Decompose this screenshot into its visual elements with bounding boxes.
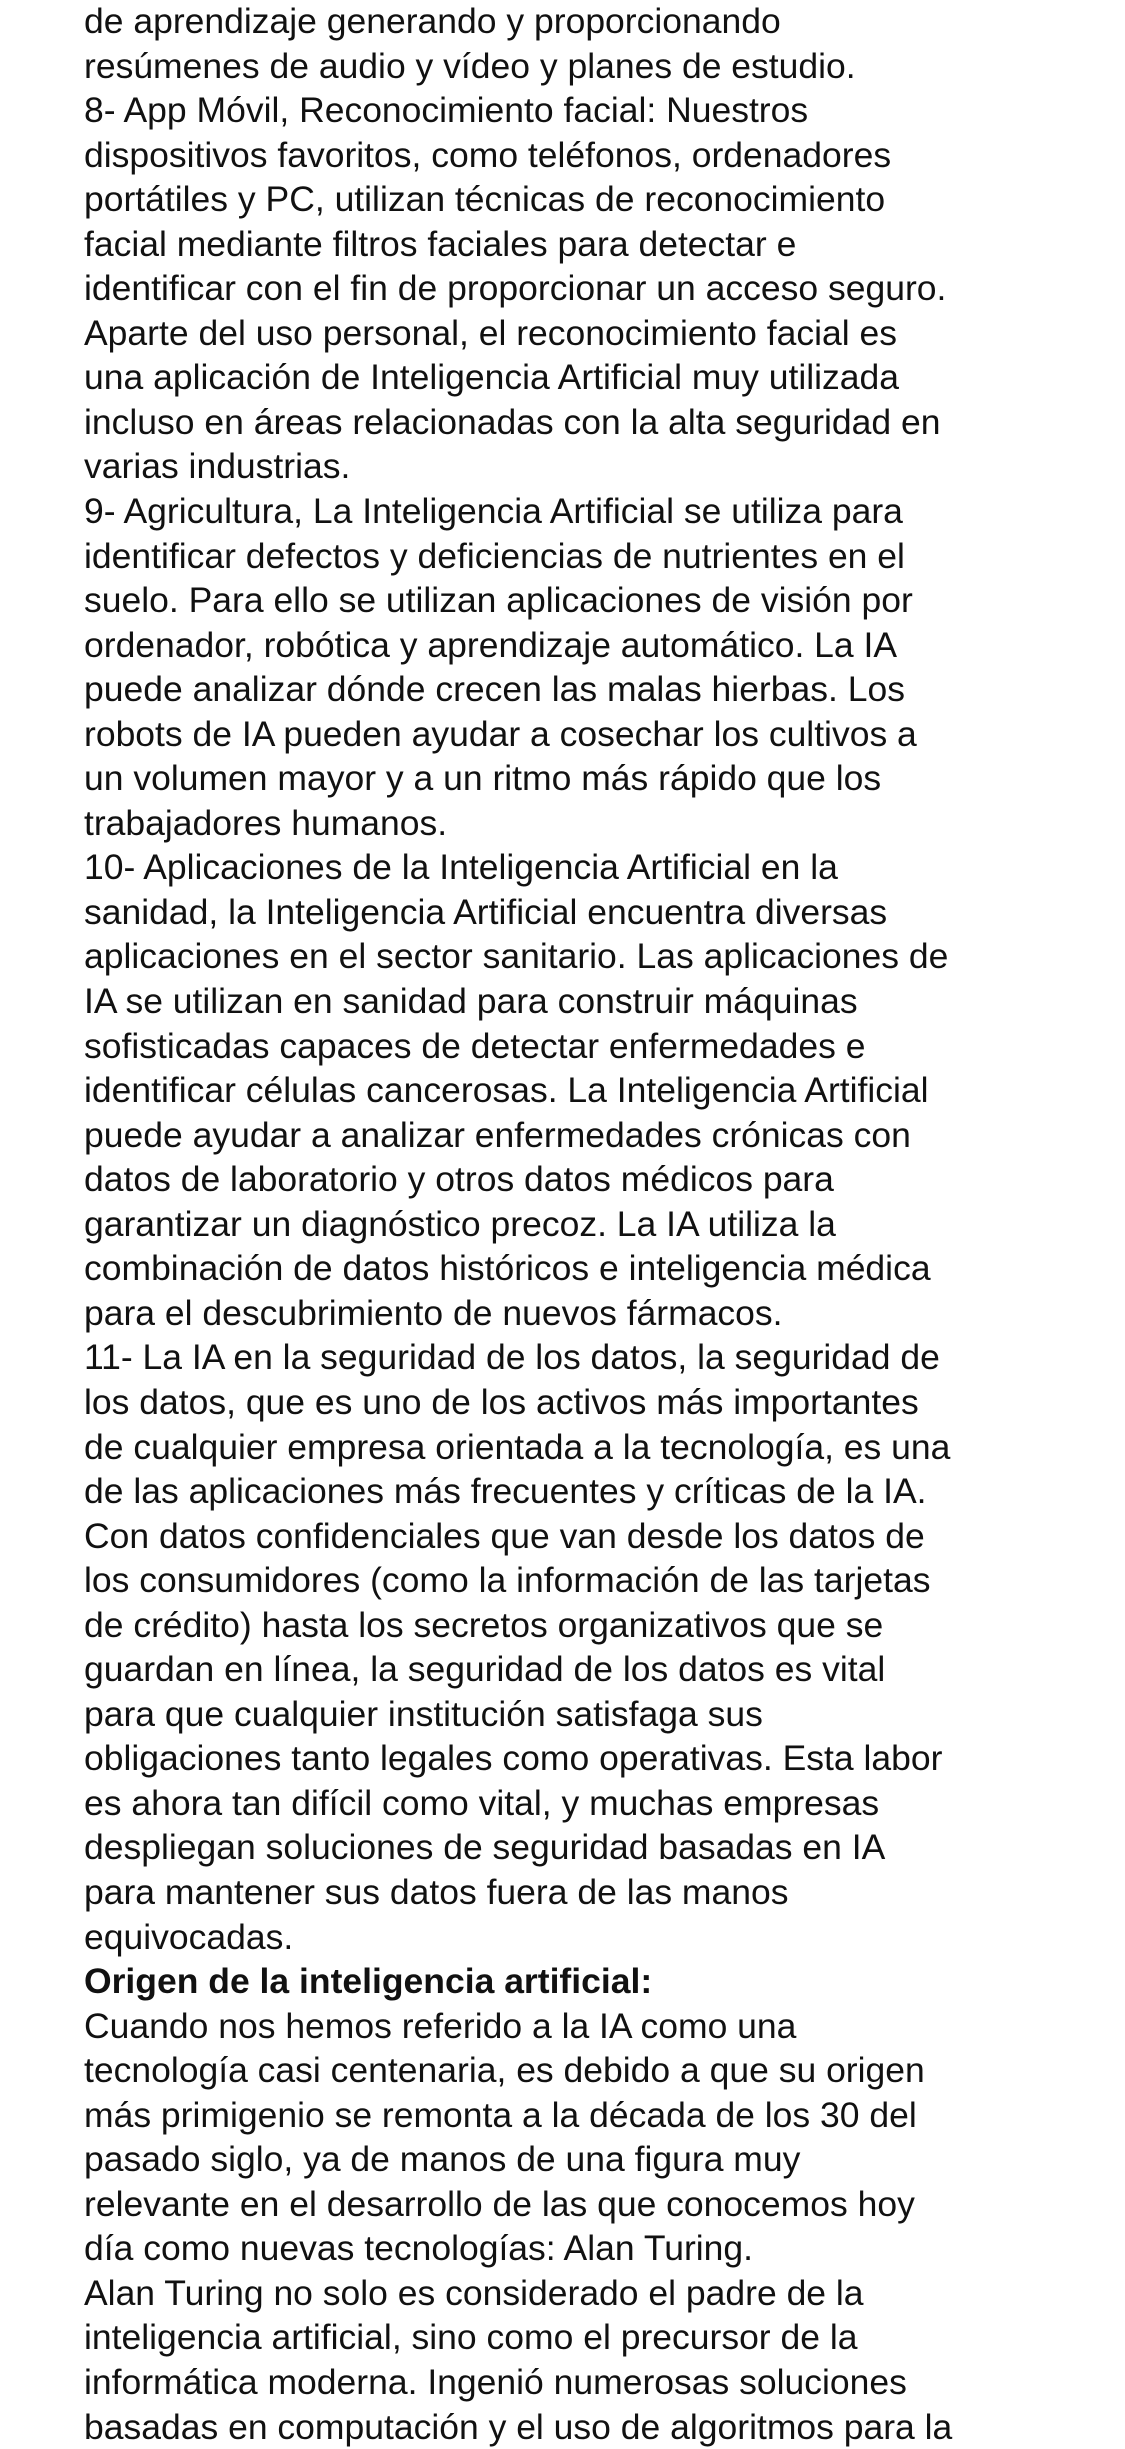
text-line: IA se utilizan en sanidad para construir máquinas	[84, 981, 858, 1022]
text-line: pasado siglo, ya de manos de una figura muy	[84, 2139, 801, 2180]
text-line: despliegan soluciones de seguridad basadas en IA	[84, 1827, 886, 1868]
text-line: los datos, que es uno de los activos más importantes	[84, 1381, 919, 1422]
text-line: aplicaciones en el sector sanitario. Las aplicaciones de	[84, 936, 949, 977]
text-line: para que cualquier institución satisfaga sus	[84, 1693, 763, 1734]
text-line: una aplicación de Inteligencia Artificial muy utilizada	[84, 357, 899, 398]
text-line: los consumidores (como la información de las tarjetas	[84, 1560, 931, 1601]
text-line: de aprendizaje generando y proporcionando	[84, 1, 781, 41]
text-line: suelo. Para ello se utilizan aplicaciones de visión por	[84, 580, 913, 621]
text-line: guardan en línea, la seguridad de los datos es vital	[84, 1649, 886, 1690]
text-line: Aparte del uso personal, el reconocimiento facial es	[84, 312, 898, 353]
text-line: de crédito) hasta los secretos organizativos que se	[84, 1604, 884, 1645]
text-line: datos de laboratorio y otros datos médicos para	[84, 1159, 834, 1200]
text-line: un volumen mayor y a un ritmo más rápido que los	[84, 758, 882, 799]
text-line: facial mediante filtros faciales para detectar e	[84, 223, 797, 264]
text-line: de las aplicaciones más frecuentes y críticas de la IA.	[84, 1471, 927, 1512]
text-line: equivocadas.	[84, 1916, 294, 1957]
text-line: de cualquier empresa orientada a la tecnología, es una	[84, 1426, 951, 1467]
text-line: 10- Aplicaciones de la Inteligencia Artificial en la	[84, 847, 838, 888]
text-line: combinación de datos históricos e inteligencia médica	[84, 1248, 931, 1289]
text-line: para mantener sus datos fuera de las manos	[84, 1871, 789, 1912]
text-line: para el descubrimiento de nuevos fármacos.	[84, 1292, 783, 1333]
section-heading: Origen de la inteligencia artificial:	[84, 1961, 653, 2002]
text-line: portátiles y PC, utilizan técnicas de reconocimiento	[84, 179, 886, 220]
text-line: obligaciones tanto legales como operativas. Esta labor	[84, 1738, 943, 1779]
text-line: basadas en computación y el uso de algoritmos para la	[84, 2406, 953, 2447]
text-line: puede ayudar a analizar enfermedades crónicas con	[84, 1114, 911, 1155]
text-line: identificar con el fin de proporcionar un acceso seguro.	[84, 268, 947, 309]
text-line: resúmenes de audio y vídeo y planes de estudio.	[84, 45, 856, 86]
text-line: dispositivos favoritos, como teléfonos, ordenadores	[84, 134, 892, 175]
text-line: identificar células cancerosas. La Inteligencia Artificial	[84, 1070, 929, 1111]
text-line: es ahora tan difícil como vital, y muchas empresas	[84, 1782, 880, 1823]
text-line: ordenador, robótica y aprendizaje automático. La IA	[84, 624, 898, 665]
text-line: sofisticadas capaces de detectar enfermedades e	[84, 1025, 866, 1066]
text-line: trabajadores humanos.	[84, 802, 448, 843]
text-line: puede analizar dónde crecen las malas hierbas. Los	[84, 669, 905, 710]
text-line: 9- Agricultura, La Inteligencia Artificial se utiliza para	[84, 491, 903, 532]
text-line: tecnología casi centenaria, es debido a que su origen	[84, 2050, 925, 2091]
text-line: inteligencia artificial, sino como el precursor de la	[84, 2317, 858, 2358]
text-line: varias industrias.	[84, 446, 351, 487]
text-line: 11- La IA en la seguridad de los datos, la seguridad de	[84, 1337, 940, 1378]
text-line: Alan Turing no solo es considerado el padre de la	[84, 2272, 864, 2313]
text-line: garantizar un diagnóstico precoz. La IA utiliza la	[84, 1203, 836, 1244]
text-line: 8- App Móvil, Reconocimiento facial: Nuestros	[84, 90, 809, 131]
text-line: informática moderna. Ingenió numerosas soluciones	[84, 2361, 907, 2402]
text-line: identificar defectos y deficiencias de nutrientes en el	[84, 535, 905, 576]
document-body	[84, 0, 1044, 2449]
text-line: Cuando nos hemos referido a la IA como una	[84, 2005, 797, 2046]
text-line: incluso en áreas relacionadas con la alta seguridad en	[84, 401, 941, 442]
text-line: relevante en el desarrollo de las que conocemos hoy	[84, 2183, 915, 2224]
text-line: robots de IA pueden ayudar a cosechar los cultivos a	[84, 713, 917, 754]
text-line: más primigenio se remonta a la década de los 30 del	[84, 2094, 917, 2135]
text-line: Con datos confidenciales que van desde los datos de	[84, 1515, 925, 1556]
text-line: día como nuevas tecnologías: Alan Turing.	[84, 2228, 754, 2269]
text-line: sanidad, la Inteligencia Artificial encuentra diversas	[84, 891, 888, 932]
